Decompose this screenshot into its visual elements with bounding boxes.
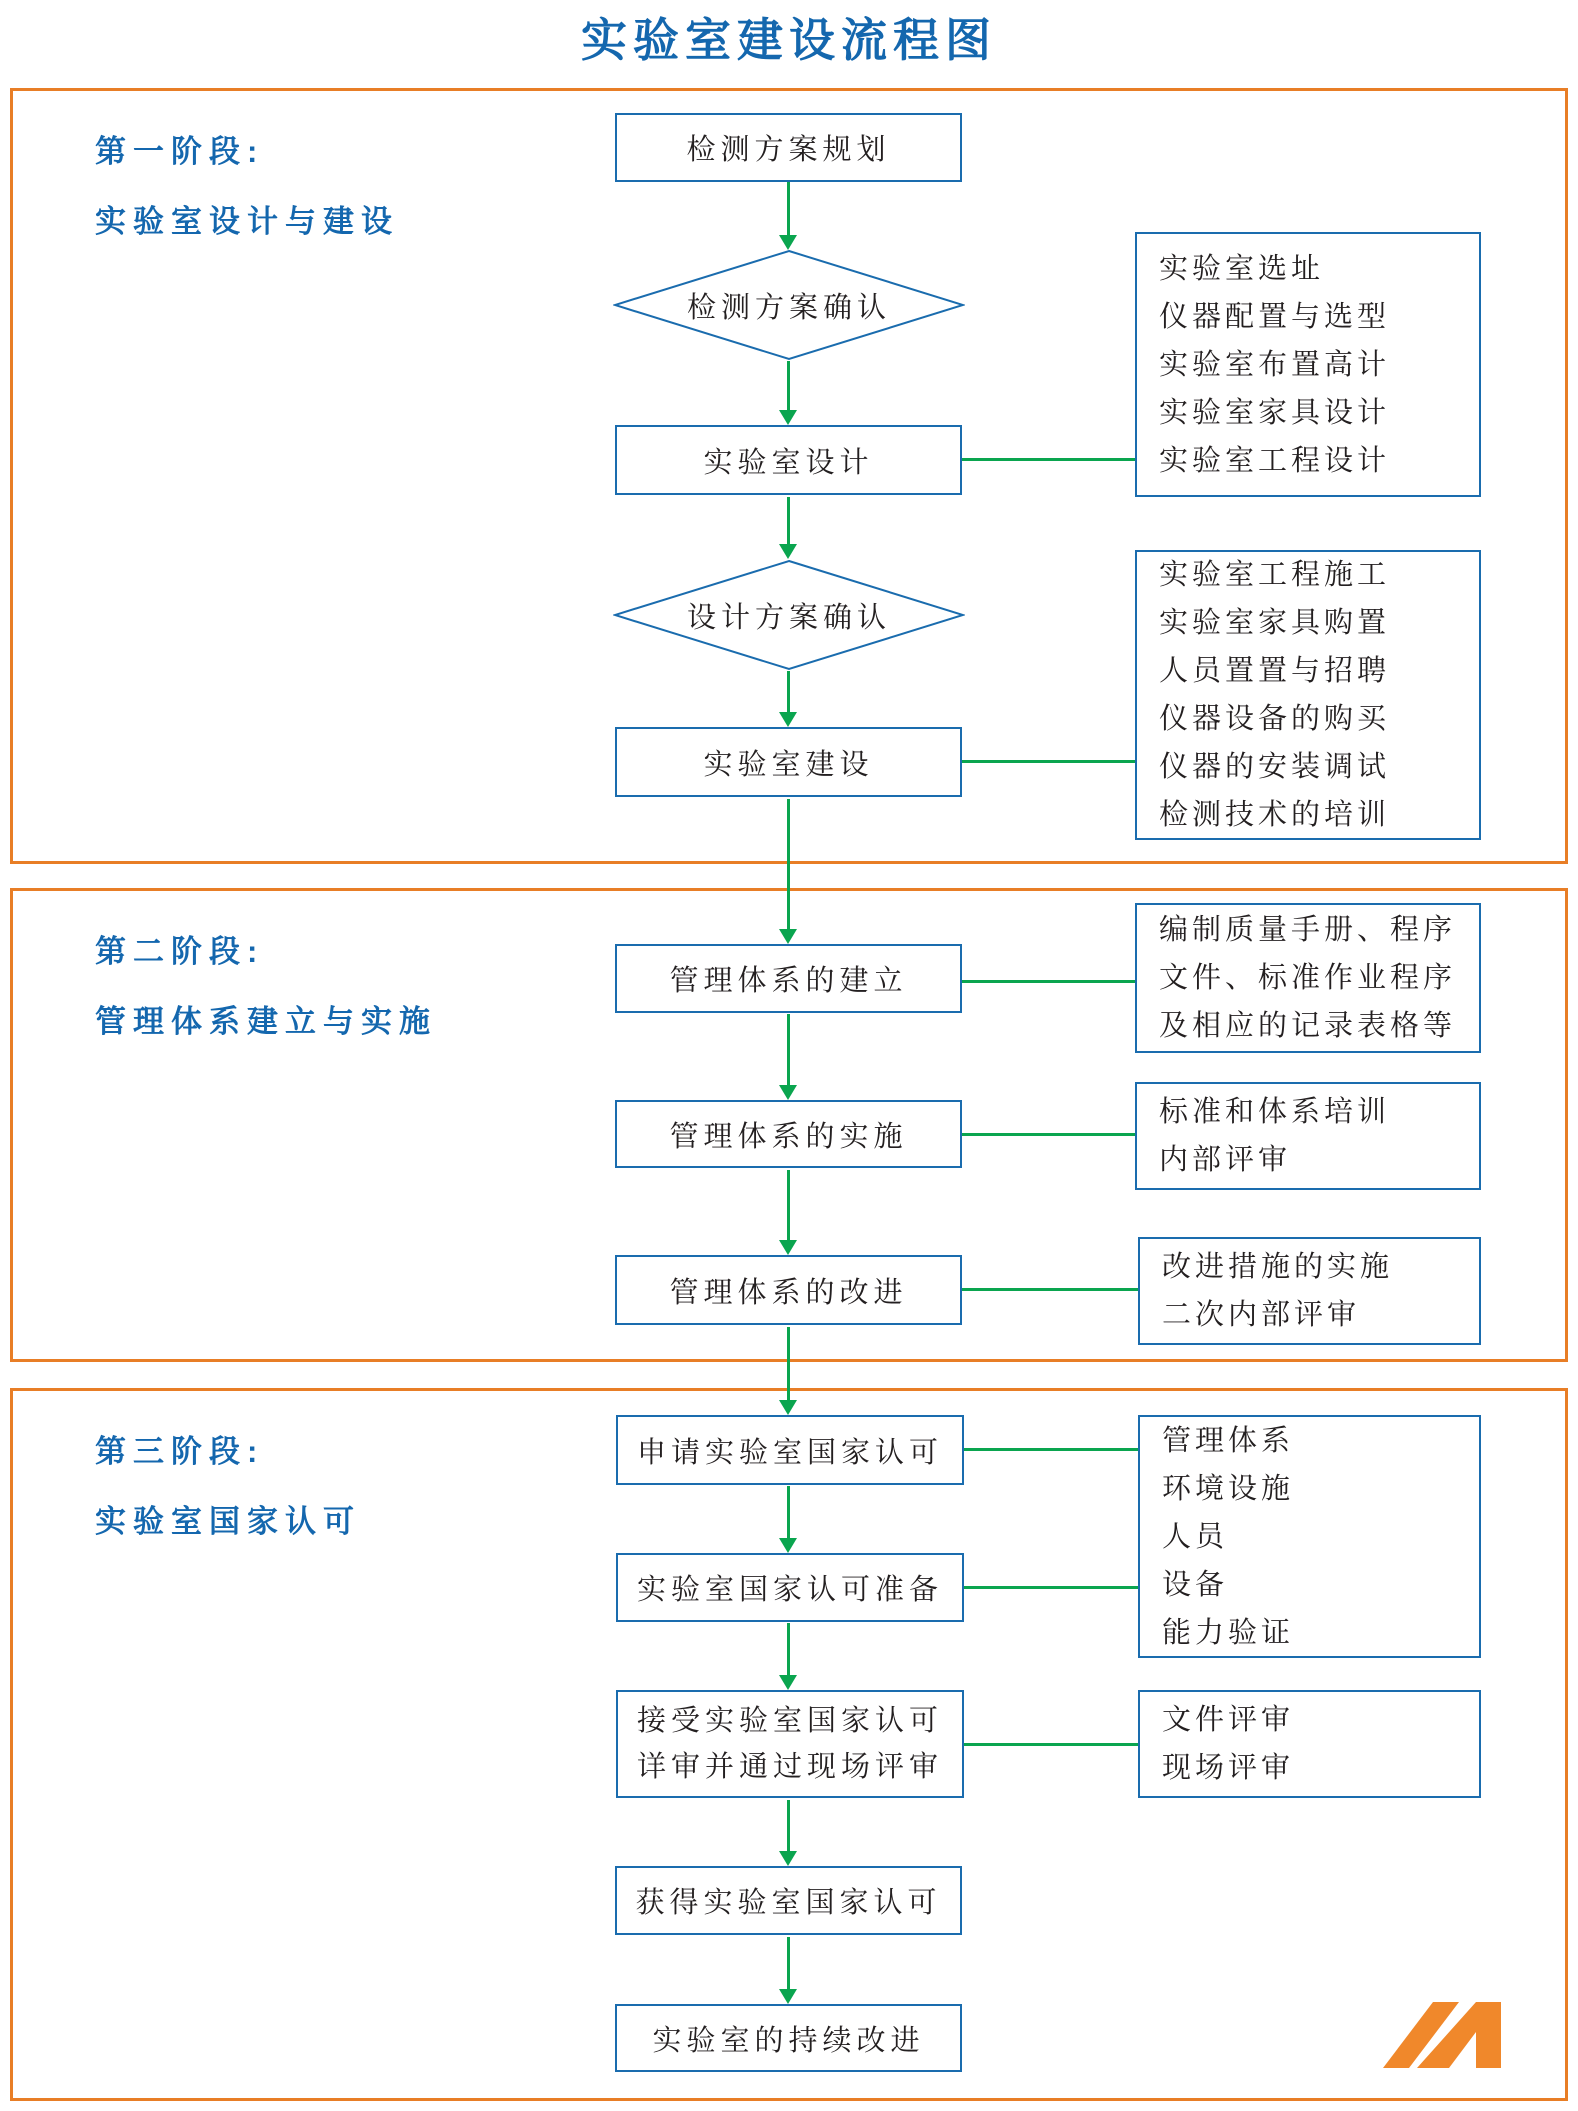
side-box-line: 编制质量手册、程序 — [1159, 914, 1457, 946]
flow-box-accreditation-prepare-label: 实验室国家认可准备 — [636, 1574, 943, 1606]
flow-box-accept-review-line2: 详审并通过现场评审 — [636, 1751, 943, 1783]
arrow-down-icon — [779, 361, 797, 425]
side-box-line: 现场评审 — [1162, 1752, 1295, 1784]
flow-box-plan — [615, 113, 962, 182]
flow-box-continuous-improve — [615, 2004, 962, 2072]
arrow-down-icon — [779, 1800, 797, 1866]
side-box-line: 人员 — [1162, 1520, 1229, 1553]
decision-plan-confirm-label: 检测方案确认 — [686, 291, 891, 324]
arrow-down-icon — [779, 497, 797, 559]
arrow-down-icon — [779, 1327, 797, 1415]
connector-line — [962, 1133, 1135, 1136]
arrow-down-icon — [779, 1486, 797, 1553]
side-box-line: 改进措施的实施 — [1162, 1251, 1394, 1283]
side-box-build-items — [1135, 550, 1481, 840]
company-logo-icon — [1375, 1980, 1540, 2070]
flow-box-accreditation-prepare — [616, 1553, 964, 1622]
connector-line — [964, 1448, 1138, 1451]
side-box-qms-implement-items — [1135, 1082, 1481, 1190]
side-box-qms-establish-items — [1135, 903, 1481, 1053]
connector-line — [964, 1743, 1138, 1746]
side-box-line: 二次内部评审 — [1162, 1299, 1361, 1331]
side-box-line: 实验室布置高计 — [1159, 348, 1391, 381]
flow-box-plan-label: 检测方案规划 — [686, 134, 891, 166]
side-box-line: 实验室家具设计 — [1159, 396, 1391, 429]
stage3-label — [95, 1417, 361, 1557]
flow-box-qms-implement-label: 管理体系的实施 — [669, 1120, 908, 1153]
stage3-label-line2: 实验室国家认可 — [95, 1504, 361, 1539]
stage2-label — [95, 917, 437, 1057]
side-box-review-items — [1138, 1690, 1481, 1798]
side-box-line: 能力验证 — [1162, 1616, 1295, 1649]
page-title: 实验室建设流程图 — [581, 14, 997, 66]
arrow-down-icon — [779, 1623, 797, 1690]
flow-box-continuous-improve-label: 实验室的持续改进 — [652, 2024, 925, 2057]
side-box-line: 管理体系 — [1162, 1424, 1295, 1457]
stage3-label-line1: 第三阶段: — [95, 1434, 265, 1469]
decision-plan-confirm — [613, 249, 965, 361]
side-box-design-items — [1135, 232, 1481, 497]
arrow-down-icon — [779, 1170, 797, 1255]
arrow-down-icon — [779, 1014, 797, 1100]
side-box-line: 仪器设备的购买 — [1159, 703, 1391, 735]
arrow-down-icon — [779, 799, 797, 944]
stage1-label-line1: 第一阶段: — [95, 134, 265, 169]
flow-box-lab-build — [615, 727, 962, 797]
flow-box-obtain-accreditation — [615, 1866, 962, 1935]
flow-box-lab-design-label: 实验室设计 — [703, 446, 874, 479]
flow-box-apply-accreditation — [616, 1415, 964, 1485]
side-box-line: 内部评审 — [1159, 1144, 1292, 1176]
side-box-line: 文件、标准作业程序 — [1159, 962, 1457, 994]
side-box-accreditation-items — [1138, 1415, 1481, 1658]
flow-box-qms-improve — [615, 1255, 962, 1325]
side-box-line: 实验室工程设计 — [1159, 444, 1391, 477]
side-box-line: 及相应的记录表格等 — [1159, 1010, 1457, 1042]
side-box-line: 人员置置与招聘 — [1159, 655, 1391, 687]
stage2-label-line1: 第二阶段: — [95, 934, 265, 969]
side-box-line: 实验室工程施工 — [1159, 559, 1391, 591]
connector-line — [962, 458, 1135, 461]
arrow-down-icon — [779, 671, 797, 727]
connector-line — [962, 980, 1135, 983]
flow-box-accept-review — [616, 1690, 964, 1798]
side-box-line: 检测技术的培训 — [1159, 799, 1391, 831]
side-box-line: 仪器的安装调试 — [1159, 751, 1391, 783]
side-box-qms-improve-items — [1138, 1237, 1481, 1345]
stage1-label-line2: 实验室设计与建设 — [95, 204, 399, 239]
side-box-line: 文件评审 — [1162, 1704, 1295, 1736]
decision-design-confirm — [613, 559, 965, 671]
side-box-line: 设备 — [1162, 1568, 1229, 1601]
connector-line — [962, 1288, 1138, 1291]
flow-box-obtain-accreditation-label: 获得实验室国家认可 — [635, 1887, 942, 1919]
side-box-line: 仪器配置与选型 — [1159, 300, 1391, 333]
flow-box-accept-review-line1: 接受实验室国家认可 — [636, 1705, 943, 1737]
flow-box-qms-establish-label: 管理体系的建立 — [669, 965, 908, 997]
flow-box-apply-accreditation-label: 申请实验室国家认可 — [636, 1436, 943, 1469]
flow-box-lab-design — [615, 425, 962, 495]
side-box-line: 环境设施 — [1162, 1472, 1295, 1505]
side-box-line: 标准和体系培训 — [1159, 1096, 1391, 1128]
stage2-label-line2: 管理体系建立与实施 — [95, 1004, 437, 1039]
side-box-line: 实验室选址 — [1159, 252, 1325, 285]
flow-box-qms-implement — [615, 1100, 962, 1168]
flow-box-lab-build-label: 实验室建设 — [703, 748, 874, 781]
stage1-label — [95, 117, 399, 257]
flow-box-qms-improve-label: 管理体系的改进 — [669, 1276, 908, 1309]
arrow-down-icon — [779, 182, 797, 250]
connector-line — [962, 760, 1135, 763]
decision-design-confirm-label: 设计方案确认 — [686, 601, 891, 634]
arrow-down-icon — [779, 1937, 797, 2004]
flow-box-qms-establish — [615, 944, 962, 1013]
side-box-line: 实验室家具购置 — [1159, 607, 1391, 639]
connector-line — [964, 1586, 1138, 1589]
